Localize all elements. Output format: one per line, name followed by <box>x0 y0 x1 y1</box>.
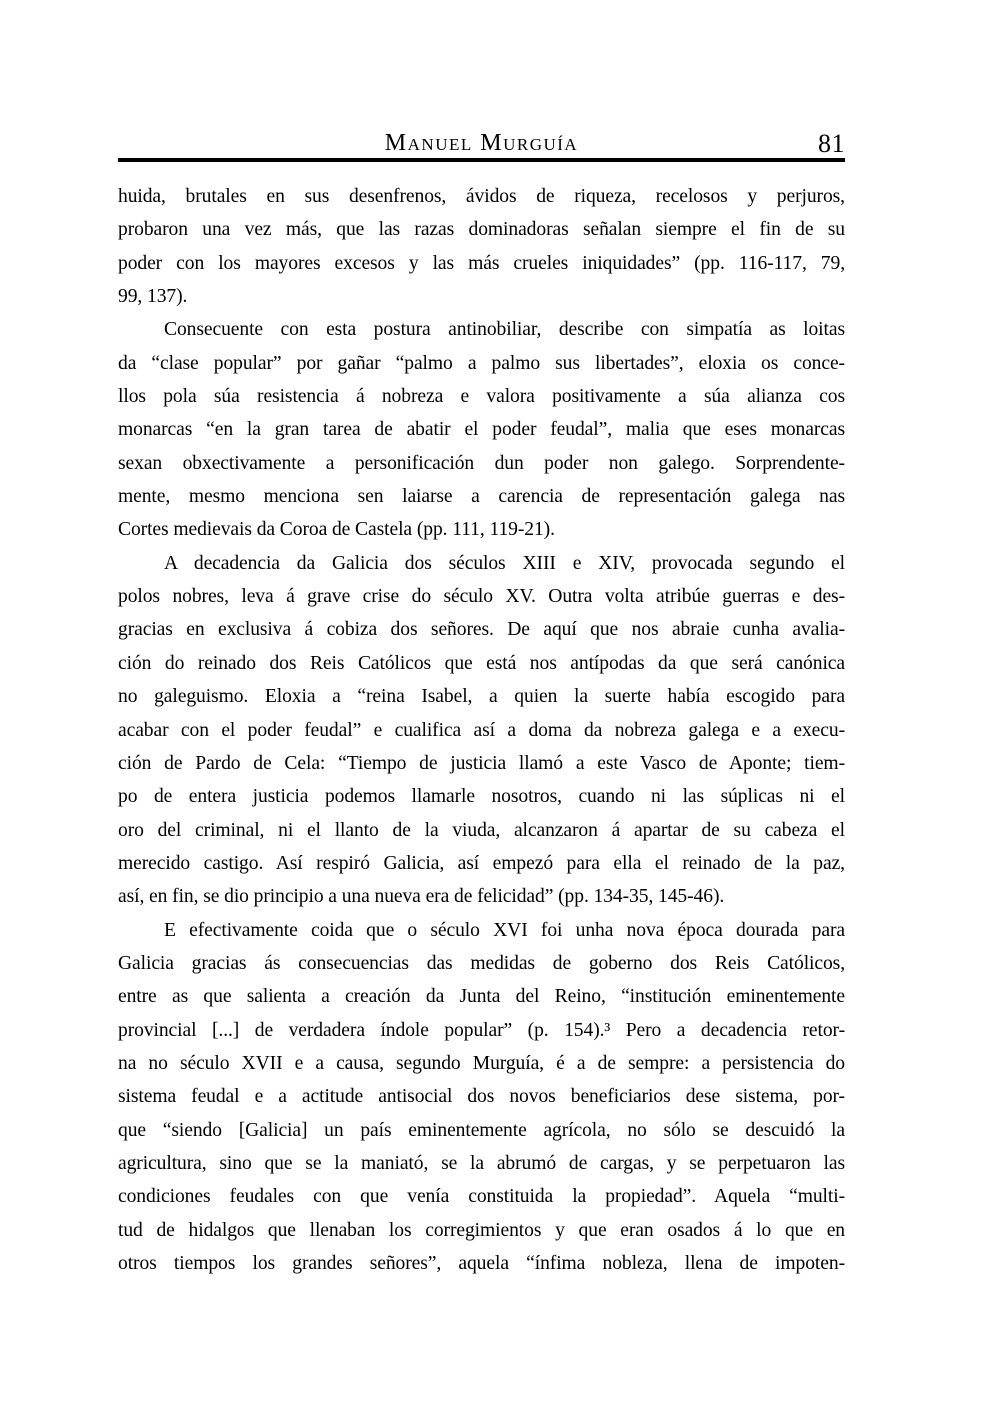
paragraph <box>118 547 845 914</box>
running-title: Manuel Murguía <box>384 130 579 156</box>
text-line: tud de hidalgos que llenaban los corregimientos y que eran osados á lo que en <box>118 1219 845 1241</box>
text-line: no galeguismo. Eloxia a “reina Isabel, a quien la suerte había escogido para <box>118 686 845 708</box>
text-line: poder con los mayores excesos y las más crueles iniquidades” (pp. 116-117, 79, <box>118 252 845 274</box>
text-line: ción de Pardo de Cela: “Tiempo de justicia llamó a este Vasco de Aponte; tiem- <box>118 752 845 774</box>
text-line: da “clase popular” por gañar “palmo a palmo sus libertades”, eloxia os conce- <box>118 352 845 374</box>
text-line: ción do reinado dos Reis Católicos que está nos antípodas da que será canónica <box>118 652 845 674</box>
page-number: 81 <box>818 129 845 158</box>
header-rule <box>118 158 845 162</box>
text-line: Consecuente con esta postura antinobiliar, describe con simpatía as loitas <box>164 319 845 341</box>
text-line: merecido castigo. Así respiró Galicia, así empezó para ella el reinado de la paz, <box>118 852 845 874</box>
text-line: E efectivamente coida que o século XVI foi unha nova época dourada para <box>164 919 845 941</box>
text-line: sistema feudal e a actitude antisocial dos novos beneficiarios dese sistema, por- <box>118 1086 845 1108</box>
text-line: po de entera justicia podemos llamarle nosotros, cuando ni las súplicas ni el <box>118 786 845 808</box>
text-line: oro del criminal, ni el llanto de la viuda, alcanzaron á apartar de su cabeza el <box>118 819 845 841</box>
text-line: llos pola súa resistencia á nobreza e valora positivamente a súa alianza cos <box>118 386 845 408</box>
text-line: otros tiempos los grandes señores”, aquela “ínfima nobleza, llena de impoten- <box>118 1253 845 1274</box>
text-line: polos nobres, leva á grave crise do século XV. Outra volta atribúe guerras e des- <box>118 586 845 608</box>
text-line: acabar con el poder feudal” e cualifica así a doma da nobreza galega e a execu- <box>118 719 845 741</box>
text-line: provincial [...] de verdadera índole popular” (p. 154).³ Pero a decadencia retor- <box>118 1019 845 1041</box>
text-line: Cortes medievais da Coroa de Castela (pp. 111, 119-21). <box>118 519 555 541</box>
text-line: gracias en exclusiva á cobiza dos señores. De aquí que nos abraie cunha avalia- <box>118 619 845 641</box>
text-line: na no século XVII e a causa, segundo Murguía, é a de sempre: a persistencia do <box>118 1052 845 1074</box>
text-line: mente, mesmo menciona sen laiarse a carencia de representación galega nas <box>118 486 845 508</box>
text-line: condiciones feudales con que venía constituida la propiedad”. Aquela “multi- <box>118 1186 845 1208</box>
text-line: huida, brutales en sus desenfrenos, ávidos de riqueza, recelosos y perjuros, <box>118 186 845 207</box>
paragraph <box>118 313 845 546</box>
text-line: sexan obxectivamente a personificación dun poder non galego. Sorprendente- <box>118 452 845 474</box>
text-line: monarcas “en la gran tarea de abatir el poder feudal”, malia que eses monarcas <box>118 419 845 441</box>
text-line: así, en fin, se dio principio a una nueva era de felicidad” (pp. 134-35, 145-46). <box>118 886 725 908</box>
text-block <box>118 180 845 1280</box>
text-line: agricultura, sino que se la maniató, se la abrumó de cargas, y se perpetuaron las <box>118 1152 845 1174</box>
text-line: A decadencia da Galicia dos séculos XIII e XIV, provocada segundo el <box>164 552 845 574</box>
text-line: que “siendo [Galicia] un país eminentemente agrícola, no sólo se descuidó la <box>118 1119 845 1141</box>
text-line: 99, 137). <box>118 286 188 308</box>
text-line: Galicia gracias ás consecuencias das medidas de goberno dos Reis Católicos, <box>118 952 845 974</box>
paragraph <box>118 180 845 313</box>
page-header <box>118 128 845 158</box>
text-line: entre as que salienta a creación da Junta del Reino, “institución eminentemente <box>118 986 845 1008</box>
paragraph <box>118 914 845 1281</box>
text-line: probaron una vez más, que las razas dominadoras señalan siempre el fin de su <box>118 219 845 241</box>
